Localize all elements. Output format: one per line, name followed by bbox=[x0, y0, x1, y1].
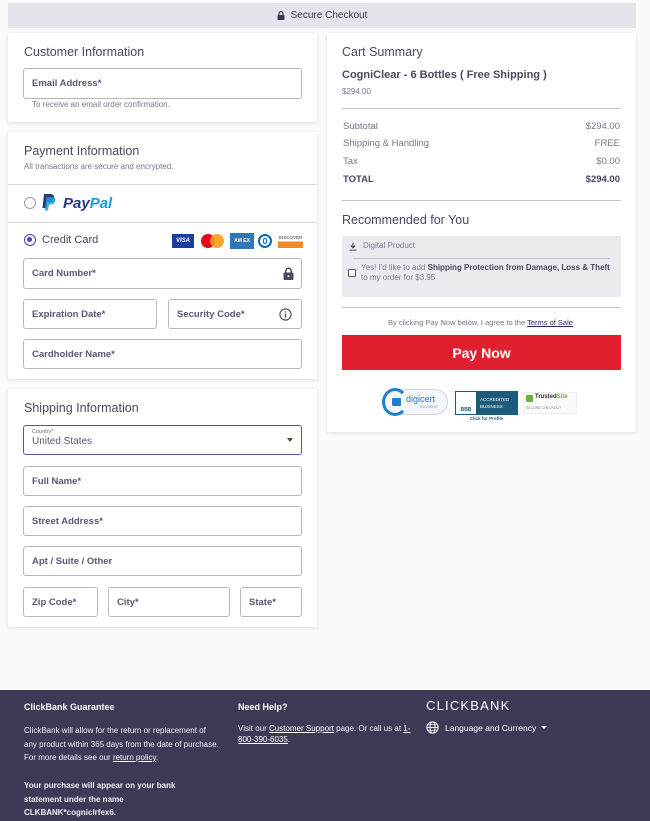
city-placeholder: City* bbox=[117, 596, 139, 608]
expiration-date-field[interactable] bbox=[23, 299, 157, 329]
terms-suffix: . bbox=[572, 318, 576, 327]
upsell-prefix: Yes! I'd like to add bbox=[361, 263, 428, 272]
divider bbox=[342, 108, 621, 109]
digicert-badge[interactable] bbox=[384, 389, 448, 415]
product-name: CogniClear - 6 Bottles ( Free Shipping ) bbox=[342, 69, 547, 81]
guarantee-body: ClickBank will allow for the return or replacement of any product within 365 days from the date of purchase. For more details see our bbox=[24, 726, 219, 762]
shipping-protection-checkbox[interactable] bbox=[348, 269, 356, 277]
shipping-value: FREE bbox=[594, 138, 620, 149]
diners-club-icon bbox=[258, 234, 272, 248]
terms-of-sale-link[interactable]: Terms of Sale bbox=[527, 318, 573, 327]
expiration-placeholder: Expiration Date* bbox=[32, 308, 106, 320]
customer-support-link[interactable]: Customer Support bbox=[268, 724, 334, 733]
lock-icon bbox=[283, 267, 294, 280]
paypal-pal-text: Pal bbox=[89, 195, 113, 212]
credit-card-option[interactable] bbox=[8, 223, 317, 257]
help-text bbox=[238, 723, 413, 745]
country-select[interactable] bbox=[23, 425, 302, 455]
help-end: . bbox=[287, 735, 291, 744]
language-currency-label: Language and Currency bbox=[445, 722, 537, 733]
chevron-down-icon bbox=[287, 438, 293, 442]
guarantee-end: . bbox=[155, 753, 159, 762]
trustedsite-sub: SECURE CHECKOUT bbox=[526, 406, 562, 410]
upsell-suffix: to my order for $3.95 bbox=[361, 273, 436, 282]
tax-label: Tax bbox=[343, 156, 358, 167]
return-policy-link[interactable]: return policy bbox=[112, 753, 156, 762]
state-placeholder: State* bbox=[249, 596, 276, 608]
mastercard-icon bbox=[201, 234, 225, 248]
cart-summary-card bbox=[327, 33, 636, 432]
help-mid: page. Or call us at bbox=[333, 724, 404, 733]
phone-link[interactable]: 1-800-390-6035 bbox=[238, 724, 411, 744]
trustedsite-label bbox=[535, 394, 568, 400]
info-icon[interactable] bbox=[279, 308, 292, 321]
subtotal-label: Subtotal bbox=[343, 121, 378, 132]
check-icon bbox=[526, 395, 533, 402]
security-code-field[interactable] bbox=[168, 299, 302, 329]
street-address-placeholder: Street Address* bbox=[32, 515, 103, 527]
shipping-information-card bbox=[8, 389, 317, 627]
paypal-pay-text: Pay bbox=[63, 195, 90, 212]
terms-text bbox=[327, 318, 636, 327]
email-placeholder: Email Address* bbox=[32, 78, 102, 89]
upsell-bold: Shipping Protection from Damage, Loss & Theft bbox=[427, 263, 610, 272]
city-field[interactable] bbox=[108, 587, 230, 617]
pay-now-button[interactable] bbox=[342, 335, 621, 370]
guarantee-text bbox=[24, 724, 219, 765]
tax-value: $0.00 bbox=[596, 156, 620, 167]
state-field[interactable] bbox=[240, 587, 302, 617]
country-value: United States bbox=[32, 436, 93, 447]
secure-checkout-bar bbox=[8, 3, 636, 28]
card-number-field[interactable] bbox=[23, 258, 302, 289]
apt-suite-field[interactable] bbox=[23, 546, 302, 576]
padlock-icon bbox=[392, 398, 401, 406]
divider bbox=[353, 258, 610, 259]
zip-code-placeholder: Zip Code* bbox=[32, 596, 77, 608]
clickbank-logo: CLICKBANK bbox=[426, 698, 511, 713]
help-title: Need Help? bbox=[238, 702, 288, 712]
lock-icon bbox=[277, 11, 285, 20]
product-price: $294.00 bbox=[342, 87, 371, 96]
total-value: $294.00 bbox=[585, 174, 620, 185]
digicert-sub: SECURED bbox=[420, 405, 438, 409]
help-prefix: Visit our bbox=[238, 724, 269, 733]
footer bbox=[0, 690, 650, 821]
cardholder-name-field[interactable] bbox=[23, 339, 302, 369]
email-field[interactable] bbox=[23, 68, 302, 99]
bbb-logo-icon: BBB bbox=[456, 392, 476, 414]
paypal-logo-icon bbox=[41, 193, 57, 212]
cart-summary-title: Cart Summary bbox=[342, 45, 423, 59]
cardholder-placeholder: Cardholder Name* bbox=[32, 348, 115, 360]
bbb-line1: ACCREDITED bbox=[480, 397, 510, 402]
guarantee-title: ClickBank Guarantee bbox=[24, 702, 115, 712]
site-text: Site bbox=[556, 394, 568, 400]
amex-icon: AM EX bbox=[230, 233, 254, 249]
digital-product-label: Digital Product bbox=[363, 241, 416, 250]
terms-prefix: By clicking Pay Now below, I agree to the bbox=[387, 318, 528, 327]
language-currency-dropdown[interactable] bbox=[426, 721, 547, 734]
street-address-field[interactable] bbox=[23, 506, 302, 536]
subtotal-value: $294.00 bbox=[585, 121, 620, 132]
pay-now-label: Pay Now bbox=[452, 344, 511, 361]
bbb-badge[interactable] bbox=[455, 391, 518, 415]
payment-info-title: Payment Information bbox=[24, 144, 140, 158]
apt-suite-placeholder: Apt / Suite / Other bbox=[32, 555, 113, 567]
customer-info-title: Customer Information bbox=[24, 45, 145, 59]
credit-card-radio[interactable] bbox=[24, 234, 36, 246]
divider bbox=[342, 307, 621, 308]
discover-icon: DISCOVER bbox=[278, 234, 303, 248]
zip-code-field[interactable] bbox=[23, 587, 98, 617]
card-number-placeholder: Card Number* bbox=[32, 268, 96, 279]
full-name-placeholder: Full Name* bbox=[32, 475, 82, 487]
globe-icon bbox=[426, 721, 439, 734]
statement-text: Your purchase will appear on your bank statement under the name CLKBANK*cognicIrfex6. bbox=[24, 781, 176, 817]
country-label: Country* bbox=[32, 429, 54, 435]
digicert-label: digicert bbox=[406, 394, 436, 404]
chevron-down-icon bbox=[541, 726, 547, 729]
divider bbox=[342, 200, 621, 201]
payment-info-subtitle: All transactions are secure and encrypted. bbox=[24, 162, 174, 171]
recommended-title: Recommended for You bbox=[342, 213, 470, 227]
upsell-box bbox=[342, 236, 621, 297]
shipping-label: Shipping & Handling bbox=[343, 138, 430, 149]
customer-information-card bbox=[8, 33, 317, 122]
shipping-info-title: Shipping Information bbox=[24, 401, 139, 415]
trusted-text: Trusted bbox=[535, 394, 557, 400]
tax-row bbox=[343, 156, 620, 167]
payment-information-card bbox=[8, 132, 317, 379]
shipping-row bbox=[343, 138, 620, 149]
security-code-placeholder: Security Code* bbox=[177, 308, 245, 320]
bbb-line2: BUSINESS bbox=[480, 404, 503, 409]
secure-checkout-label: Secure Checkout bbox=[290, 10, 368, 21]
subtotal-row bbox=[343, 121, 620, 132]
credit-card-label: Credit Card bbox=[42, 234, 99, 246]
trustedsite-badge[interactable] bbox=[523, 392, 577, 414]
full-name-field[interactable] bbox=[23, 466, 302, 496]
total-label: TOTAL bbox=[343, 174, 374, 185]
visa-icon: VISA bbox=[172, 234, 194, 248]
paypal-radio[interactable] bbox=[24, 197, 36, 209]
paypal-label bbox=[63, 195, 112, 212]
paypal-option[interactable] bbox=[8, 185, 317, 221]
download-icon bbox=[349, 242, 357, 251]
bbb-caption[interactable]: Click for Profile bbox=[469, 416, 504, 421]
shipping-protection-text[interactable] bbox=[361, 263, 617, 283]
total-row bbox=[343, 174, 620, 185]
email-hint: To receive an email order confirmation. bbox=[32, 100, 170, 109]
